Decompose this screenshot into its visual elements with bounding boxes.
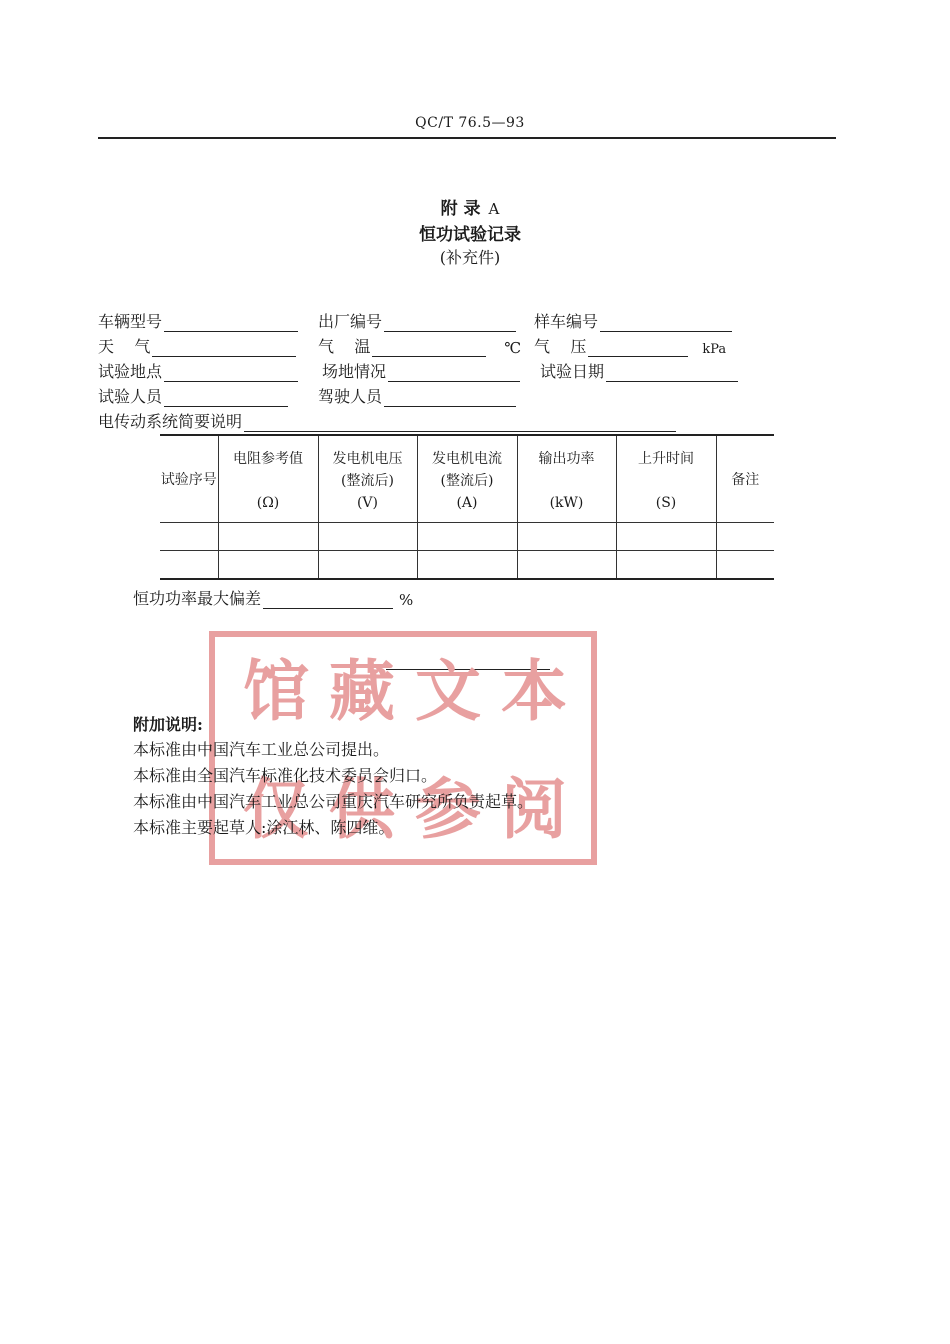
col-header-seq [160,435,218,523]
col-header-rise-time [616,435,716,523]
table-cell [417,523,517,551]
max-deviation-field [133,586,413,609]
system-desc-field [98,409,676,432]
table-cell [160,551,218,580]
col-header-voltage [318,435,417,523]
table-cell [517,523,616,551]
tester-field [98,384,288,407]
pressure-label: 气 压 [534,337,587,356]
pressure-line [588,340,688,357]
col-header-power [517,435,616,523]
site-condition-label: 场地情况 [322,362,387,381]
stamp-char: 文 [415,652,481,730]
col-header-power-l2 [518,470,616,492]
temperature-field [318,334,521,357]
stamp-char: 参 [415,770,481,848]
supplement-note: (补充件) [439,248,501,267]
note-line: 本标准由中国汽车工业总公司提出。 [133,740,390,759]
test-site-line [164,365,298,382]
table-cell [218,523,318,551]
stamp-char: 仅 [243,770,309,848]
col-header-voltage-l2: (整流后) [341,473,394,489]
appendix-title [0,194,940,219]
table-cell [716,551,774,580]
col-header-seq-label: 试验序号 [160,472,217,488]
table-cell [616,551,716,580]
col-header-power-l1: 输出功率 [538,451,595,467]
col-header-current [417,435,517,523]
appendix-label: 附 录 [440,199,481,219]
sample-no-field [534,309,732,332]
col-header-current-l2: (整流后) [440,473,494,489]
tester-line [164,390,288,407]
col-header-power-l3: (kW) [549,495,584,511]
header-rule [98,137,836,139]
vehicle-model-field [98,309,298,332]
table-cell [318,523,417,551]
table-cell [417,551,517,580]
temperature-label: 气 温 [318,337,371,356]
tester-label: 试验人员 [98,387,163,406]
col-header-voltage-l3: (V) [356,495,379,511]
col-header-current-l3: (A) [456,495,478,511]
table-row [160,523,774,551]
col-header-voltage-l1: 发电机电压 [332,451,403,467]
sample-no-line [600,315,732,332]
note-line: 本标准由中国汽车工业总公司重庆汽车研究所负责起草。 [133,792,534,811]
col-header-current-l1: 发电机电流 [432,451,502,467]
test-site-field [98,359,298,382]
stamp-char: 供 [329,770,395,848]
system-desc-line [244,415,676,432]
record-table [160,434,774,580]
test-date-line [606,365,738,382]
record-title: 恒功试验记录 [419,225,521,245]
weather-field [98,334,296,357]
site-condition-field [322,359,520,382]
sample-no-label: 样车编号 [534,312,599,331]
col-header-resistance-l1: 电阻参考值 [233,451,303,467]
table-cell [160,523,218,551]
stamp-char: 馆 [243,652,309,730]
table-cell [218,551,318,580]
col-header-resistance-l2 [219,470,318,492]
factory-no-field [318,309,516,332]
col-header-remarks-label: 备注 [731,472,760,488]
weather-line [152,340,296,357]
vehicle-model-line [164,315,298,332]
temperature-line [372,340,486,357]
stamp-char: 藏 [329,652,395,730]
end-divider [386,669,550,670]
note-line: 本标准由全国汽车标准化技术委员会归口。 [133,766,438,785]
col-header-rise-time-l2 [617,470,716,492]
max-deviation-line [263,592,393,609]
system-desc-label: 电传动系统简要说明 [98,412,243,431]
additional-notes-title: 附加说明: [133,715,203,734]
vehicle-model-label: 车辆型号 [98,312,163,331]
note-line: 本标准主要起草人:涂江林、陈四维。 [133,818,395,837]
table-row [160,551,774,580]
stamp-char: 本 [501,652,567,730]
pressure-unit: kPa [702,342,727,357]
driver-label: 驾驶人员 [318,387,383,406]
col-header-resistance [218,435,318,523]
test-date-field [540,359,738,382]
test-date-label: 试验日期 [540,362,605,381]
weather-label: 天 气 [98,337,151,356]
pressure-field [534,334,726,357]
temperature-unit: ℃ [504,339,522,357]
driver-field [318,384,516,407]
col-header-rise-time-l1: 上升时间 [638,451,694,467]
table-header-row [160,435,774,523]
driver-line [384,390,516,407]
table-cell [716,523,774,551]
max-deviation-label: 恒功功率最大偏差 [133,589,262,608]
col-header-rise-time-l3: (S) [655,495,677,511]
max-deviation-unit: % [399,591,414,609]
table-cell [318,551,417,580]
standard-code: QC/T 76.5—93 [415,115,525,131]
col-header-resistance-l3: (Ω) [256,495,280,511]
col-header-remarks [716,435,774,523]
table-cell [616,523,716,551]
test-site-label: 试验地点 [98,362,163,381]
factory-no-label: 出厂编号 [318,312,383,331]
site-condition-line [388,365,520,382]
table-cell [517,551,616,580]
factory-no-line [384,315,516,332]
appendix-letter: A [488,200,500,218]
stamp-char: 阅 [501,770,567,848]
